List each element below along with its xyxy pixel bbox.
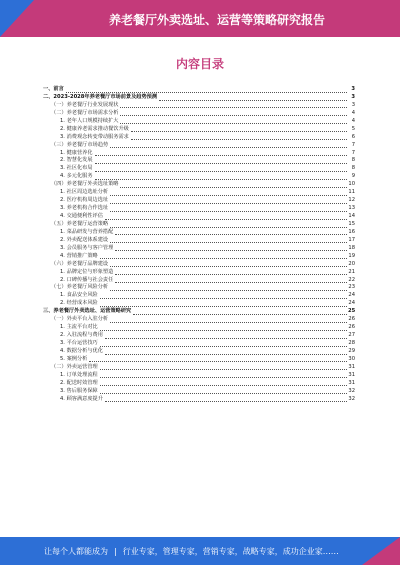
- toc-entry[interactable]: [43, 332, 355, 340]
- toc-entry[interactable]: [43, 118, 355, 126]
- slogan-item: 行业专家: [122, 547, 155, 556]
- toc-leader-dots: [100, 253, 347, 260]
- toc-entry[interactable]: [43, 348, 355, 356]
- toc-leader-dots: [89, 356, 347, 363]
- toc-entry-page: 22: [348, 276, 355, 283]
- toc-entry-page: 4: [351, 117, 355, 124]
- toc-leader-dots: [95, 173, 347, 180]
- toc-entry[interactable]: [43, 197, 355, 205]
- toc-entry-page: 24: [348, 300, 355, 307]
- toc-entry[interactable]: [43, 396, 355, 404]
- toc-leader-dots: [105, 332, 347, 339]
- toc-entry-page: 6: [351, 133, 355, 140]
- toc-entry-page: 8: [351, 157, 355, 164]
- report-title: 养老餐厅外卖选址、运营等策略研究报告: [108, 13, 325, 27]
- toc-leader-dots: [105, 348, 347, 355]
- toc-entry-label: 2. 经营成本风险: [60, 300, 98, 307]
- toc-entry[interactable]: [43, 134, 355, 142]
- toc-entry-label: 3. 售后服务保障: [60, 387, 98, 394]
- toc-entry-page: 14: [348, 213, 355, 219]
- toc-leader-dots: [115, 245, 347, 252]
- toc-entry-label: 1. 食品安全风险: [60, 292, 98, 299]
- toc-leader-dots: [120, 118, 347, 125]
- toc-leader-dots: [100, 364, 347, 371]
- toc-entry-page: 8: [351, 165, 355, 172]
- toc-entry-page: 7: [351, 149, 355, 156]
- toc-entry-label: 4. 多元化服务: [60, 173, 93, 180]
- toc-entry-page: 13: [348, 205, 355, 212]
- toc-entry-label: 1. 老年人口规模持续扩大: [60, 117, 119, 124]
- toc-entry-page: 24: [348, 292, 355, 299]
- toc-entry-label: 三、养老餐厅外卖选址、运营策略研究: [43, 308, 132, 315]
- toc-entry-page: 31: [348, 379, 355, 386]
- toc-entry-page: 26: [348, 316, 355, 323]
- toc-leader-dots: [100, 380, 347, 387]
- toc-entry-label: 1. 社区周边选址分析: [60, 189, 109, 196]
- toc-heading: 内容目录: [175, 57, 224, 71]
- footer-accent-triangle: [362, 537, 400, 565]
- toc-leader-dots: [95, 157, 347, 164]
- toc-entry-page: 10: [348, 181, 355, 188]
- toc-entry-page: 21: [348, 268, 355, 275]
- toc-entry-label: 4. 交通便利性评估: [60, 213, 103, 219]
- toc-entry-label: 一、前言: [43, 86, 64, 92]
- toc-leader-dots: [110, 284, 347, 291]
- toc-leader-dots: [100, 300, 347, 307]
- toc-entry-page: 18: [348, 244, 355, 251]
- toc-entry-label: 1. 健康营养化: [60, 149, 93, 156]
- footer-slogan: 让每个人都能成为 | 行业专家，管理专家，营销专家，战略专家，成功企业家……: [44, 547, 339, 556]
- toc-entry[interactable]: [43, 205, 355, 213]
- toc-entry-page: 31: [348, 371, 355, 378]
- toc-entry[interactable]: [43, 86, 355, 94]
- toc-entry-label: 3. 消费观念转变带动服务需求: [60, 133, 129, 140]
- table-of-contents: [43, 86, 355, 404]
- toc-leader-dots: [95, 165, 347, 172]
- slogan-item: 管理专家: [162, 547, 195, 556]
- toc-entry[interactable]: [43, 237, 355, 245]
- toc-entry[interactable]: [43, 340, 355, 348]
- toc-entry-label: 2. 入驻流程与费用: [60, 332, 103, 339]
- toc-entry[interactable]: [43, 364, 355, 372]
- toc-entry[interactable]: [43, 316, 355, 324]
- toc-entry-label: 4. 营销推广策略: [60, 252, 98, 259]
- page-header: [0, 0, 400, 37]
- toc-entry-label: （二）外卖运营管理: [51, 363, 98, 370]
- toc-entry-label: 二、2023-2028年养老餐厅市场前景及趋势预测: [43, 93, 158, 100]
- toc-leader-dots: [110, 142, 347, 149]
- toc-entry[interactable]: [43, 213, 355, 221]
- toc-entry[interactable]: [43, 189, 355, 197]
- toc-entry-page: 7: [351, 141, 355, 148]
- toc-leader-dots: [120, 181, 347, 188]
- toc-leader-dots: [100, 372, 347, 379]
- toc-entry-label: 2. 智慧化发展: [60, 157, 93, 164]
- toc-entry-label: 4. 数据分析与优化: [60, 347, 103, 354]
- toc-leader-dots: [110, 261, 347, 268]
- toc-leader-dots: [110, 221, 347, 228]
- toc-leader-dots: [120, 110, 347, 117]
- toc-entry-label: （六）养老餐厅品牌建设: [51, 260, 109, 267]
- toc-leader-dots: [120, 102, 347, 109]
- header-accent-triangle: [0, 0, 34, 37]
- toc-entry[interactable]: [43, 269, 355, 277]
- toc-leader-dots: [131, 134, 347, 141]
- toc-leader-dots: [110, 316, 347, 323]
- toc-entry-label: 1. 菜品研发与营养搭配: [60, 228, 114, 235]
- toc-leader-dots: [131, 126, 347, 133]
- toc-entry-page: 23: [348, 284, 355, 291]
- toc-entry-page: 32: [348, 387, 355, 394]
- toc-entry-label: （一）养老餐厅行业发展现状: [51, 101, 119, 108]
- toc-entry[interactable]: [43, 94, 355, 102]
- toc-entry-label: （四）养老餐厅外卖选址策略: [51, 181, 119, 188]
- toc-entry-page: 9: [351, 173, 355, 180]
- toc-entry[interactable]: [43, 261, 355, 269]
- toc-entry-label: 3. 养老机构合作选址: [60, 205, 109, 212]
- toc-entry-label: （三）养老餐厅市场趋势: [51, 141, 109, 148]
- toc-leader-dots: [133, 308, 347, 315]
- toc-entry[interactable]: [43, 245, 355, 253]
- toc-entry-page: 17: [348, 236, 355, 243]
- toc-entry[interactable]: [43, 388, 355, 396]
- toc-entry-label: 1. 品牌定位与形象塑造: [60, 268, 114, 275]
- toc-entry-label: （七）养老餐厅风险分析: [51, 284, 109, 291]
- toc-entry-page: 25: [348, 308, 356, 315]
- toc-entry[interactable]: [43, 102, 355, 110]
- toc-entry[interactable]: [43, 253, 355, 261]
- toc-entry-page: 5: [351, 125, 355, 132]
- toc-entry-page: 4: [351, 109, 355, 116]
- toc-entry-page: 3: [351, 86, 355, 92]
- toc-leader-dots: [115, 269, 347, 276]
- page-footer: [0, 537, 400, 565]
- toc-entry-page: 12: [348, 197, 355, 204]
- toc-leader-dots: [100, 324, 347, 331]
- toc-entry[interactable]: [43, 356, 355, 364]
- toc-leader-dots: [100, 292, 347, 299]
- slogan-item: 营销专家: [202, 547, 235, 556]
- toc-entry-label: （一）外卖平台入驻分析: [51, 316, 109, 323]
- toc-leader-dots: [100, 340, 347, 347]
- toc-entry[interactable]: [43, 229, 355, 237]
- toc-entry-page: 3: [351, 93, 355, 100]
- toc-leader-dots: [110, 197, 347, 204]
- toc-entry-label: 1. 订单处理流程: [60, 371, 98, 378]
- toc-entry-page: 19: [348, 252, 355, 259]
- toc-leader-dots: [100, 388, 347, 395]
- toc-entry[interactable]: [43, 380, 355, 388]
- toc-entry-page: 30: [348, 355, 355, 362]
- toc-entry-label: 1. 主流平台对比: [60, 324, 98, 331]
- toc-leader-dots: [110, 189, 347, 196]
- toc-entry-label: 2. 医疗机构周边选址: [60, 197, 109, 204]
- toc-entry-label: 3. 会员服务与客户管理: [60, 244, 114, 251]
- toc-entry-label: 3. 平台运营技巧: [60, 340, 98, 346]
- toc-entry-page: 31: [348, 363, 355, 370]
- toc-entry-label: 2. 配送时效管理: [60, 379, 98, 386]
- toc-leader-dots: [110, 205, 347, 212]
- toc-leader-dots: [66, 86, 347, 93]
- toc-entry-page: 26: [348, 324, 355, 331]
- toc-leader-dots: [105, 213, 347, 220]
- slogan-item: 成功企业家……: [282, 547, 339, 556]
- toc-leader-dots: [105, 396, 347, 403]
- slogan-intro: 让每个人都能成为: [44, 547, 108, 556]
- toc-entry[interactable]: [43, 221, 355, 229]
- toc-leader-dots: [115, 277, 347, 284]
- toc-entry-page: 32: [348, 395, 355, 402]
- toc-entry[interactable]: [43, 142, 355, 150]
- toc-entry-label: （二）养老餐厅市场需求分析: [51, 109, 119, 116]
- toc-entry[interactable]: [43, 126, 355, 134]
- toc-entry-label: 5. 案例分析: [60, 355, 88, 362]
- toc-entry-label: （五）养老餐厅运营策略: [51, 220, 109, 227]
- toc-entry[interactable]: [43, 181, 355, 189]
- toc-entry[interactable]: [43, 372, 355, 380]
- toc-leader-dots: [110, 237, 347, 244]
- toc-entry-page: 28: [348, 340, 355, 346]
- toc-entry-label: 2. 健康养老需求推动餐饮升级: [60, 125, 129, 132]
- toc-entry-page: 27: [348, 332, 355, 339]
- toc-entry-page: 29: [348, 347, 355, 354]
- toc-entry-label: 4. 顾客满意度提升: [60, 395, 103, 402]
- toc-entry-page: 16: [348, 228, 355, 235]
- toc-leader-dots: [95, 150, 347, 157]
- toc-entry[interactable]: [43, 324, 355, 332]
- toc-leader-dots: [115, 229, 347, 236]
- slogan-item: 战略专家: [242, 547, 275, 556]
- toc-entry-page: 11: [348, 189, 355, 196]
- toc-entry-label: 3. 社区化布局: [60, 165, 93, 172]
- toc-entry-label: 2. 外卖配送体系建设: [60, 236, 109, 243]
- toc-entry-page: 3: [351, 101, 355, 108]
- toc-entry[interactable]: [43, 308, 355, 316]
- toc-entry-page: 15: [348, 220, 355, 227]
- toc-entry[interactable]: [43, 110, 355, 118]
- toc-entry-label: 2. 口碑传播与社会责任: [60, 276, 114, 283]
- toc-leader-dots: [159, 94, 347, 101]
- toc-entry-page: 20: [348, 260, 355, 267]
